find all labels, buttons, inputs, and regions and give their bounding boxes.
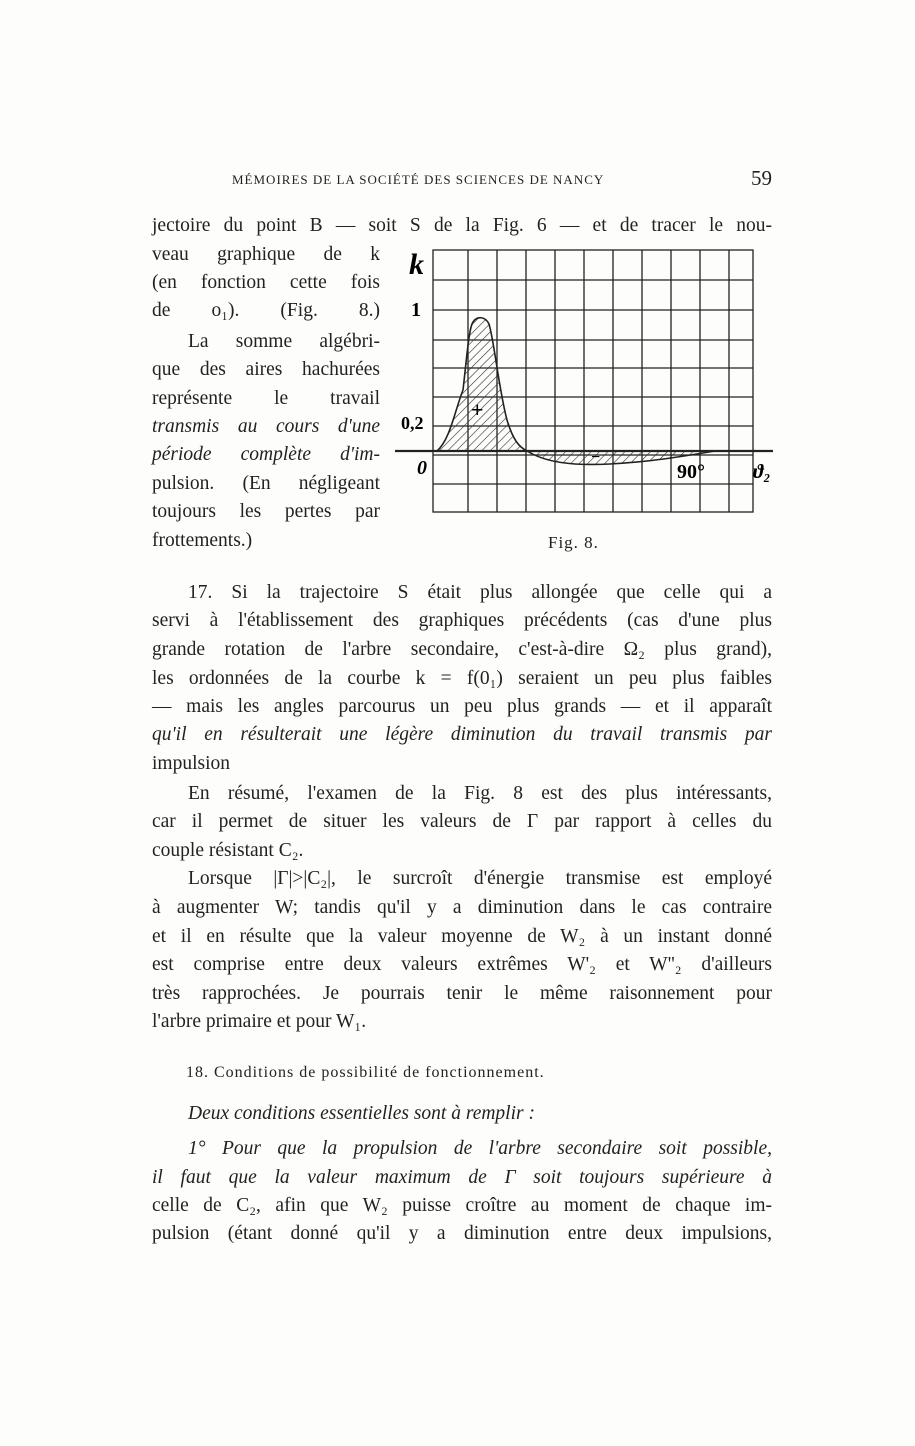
section-heading: 18. Conditions de possibilité de fonctionnement. <box>186 1064 545 1081</box>
text-line: car il permet de situer les valeurs de Γ par rapport à celles du <box>152 811 772 832</box>
running-title: MÉMOIRES DE LA SOCIÉTÉ DES SCIENCES DE NANCY <box>232 172 605 187</box>
plus-sign: + <box>471 397 484 422</box>
y-label-1: 1 <box>411 299 421 321</box>
page-number: 59 <box>751 166 772 190</box>
x-axis-symbol: ϑ₂ <box>753 461 771 483</box>
text-line: 17. Si la trajectoire S était plus allongée que celle qui a <box>188 582 772 603</box>
text-line: celle de C₂, afin que W₂ puisse croître au moment de chaque im- <box>152 1195 772 1216</box>
k-axis-label: k <box>409 248 424 281</box>
text-line: grande rotation de l'arbre secondaire, c'est-à-dire Ω₂ plus grand), <box>152 639 772 660</box>
text-line: pulsion. (En négligeant <box>152 473 380 494</box>
text-line: frottements.) <box>152 530 253 551</box>
positive-area <box>437 318 527 451</box>
text-line: couple résistant C₂. <box>152 840 304 861</box>
minus-sign: − <box>591 449 601 466</box>
text-line: jectoire du point B — soit S de la Fig. 6 — et de tracer le nou- <box>152 215 772 236</box>
y-label-0-2: 0,2 <box>401 413 424 433</box>
running-header <box>232 166 772 190</box>
text-line: il faut que la valeur maximum de Γ soit toujours supérieure à <box>152 1167 772 1188</box>
figure-caption: Fig. 8. <box>548 533 599 552</box>
text-line: qu'il en résulterait une légère diminution du travail transmis par <box>152 724 772 745</box>
text-line: pulsion (étant donné qu'il y a diminution entre deux impulsions, <box>152 1223 772 1244</box>
text-line: de o₁). (Fig. 8.) <box>152 300 380 321</box>
text-line: veau graphique de k <box>152 244 380 265</box>
text-line: servi à l'établissement des graphiques précédents (cas d'une plus <box>152 610 772 631</box>
text-line: En résumé, l'examen de la Fig. 8 est des plus intéressants, <box>188 783 772 804</box>
text-line: représente le travail <box>152 388 380 409</box>
y-label-0: 0 <box>417 457 427 479</box>
text-line: transmis au cours d'une <box>152 416 380 437</box>
x-label-90: 90° <box>677 461 705 483</box>
text-line: l'arbre primaire et pour W₁. <box>152 1011 367 1032</box>
text-line: à augmenter W; tandis qu'il y a diminution dans le cas contraire <box>152 897 772 918</box>
text-line: La somme algébri- <box>188 331 380 352</box>
text-line: et il en résulte que la valeur moyenne de W₂ à un instant donné <box>152 926 772 947</box>
figure-8 <box>395 240 780 525</box>
text-line: les ordonnées de la courbe k = f(0₁) seraient un peu plus faibles <box>152 668 772 689</box>
text-line: impulsion <box>152 753 231 774</box>
text-line: Deux conditions essentielles sont à remplir : <box>188 1103 535 1124</box>
text-line: toujours les pertes par <box>152 501 380 522</box>
text-line: très rapprochées. Je pourrais tenir le même raisonnement pour <box>152 983 772 1004</box>
text-line: période complète d'im- <box>152 444 380 465</box>
text-line: Lorsque |Γ|>|C₂|, le surcroît d'énergie transmise est employé <box>188 868 772 889</box>
text-line: 1° Pour que la propulsion de l'arbre secondaire soit possible, <box>188 1138 772 1159</box>
text-line: est comprise entre deux valeurs extrêmes W'₂ et W''₂ d'ailleurs <box>152 954 772 975</box>
text-line: — mais les angles parcourus un peu plus grands — et il apparaît <box>152 696 772 717</box>
text-line: (en fonction cette fois <box>152 272 380 293</box>
text-line: que des aires hachurées <box>152 359 380 380</box>
